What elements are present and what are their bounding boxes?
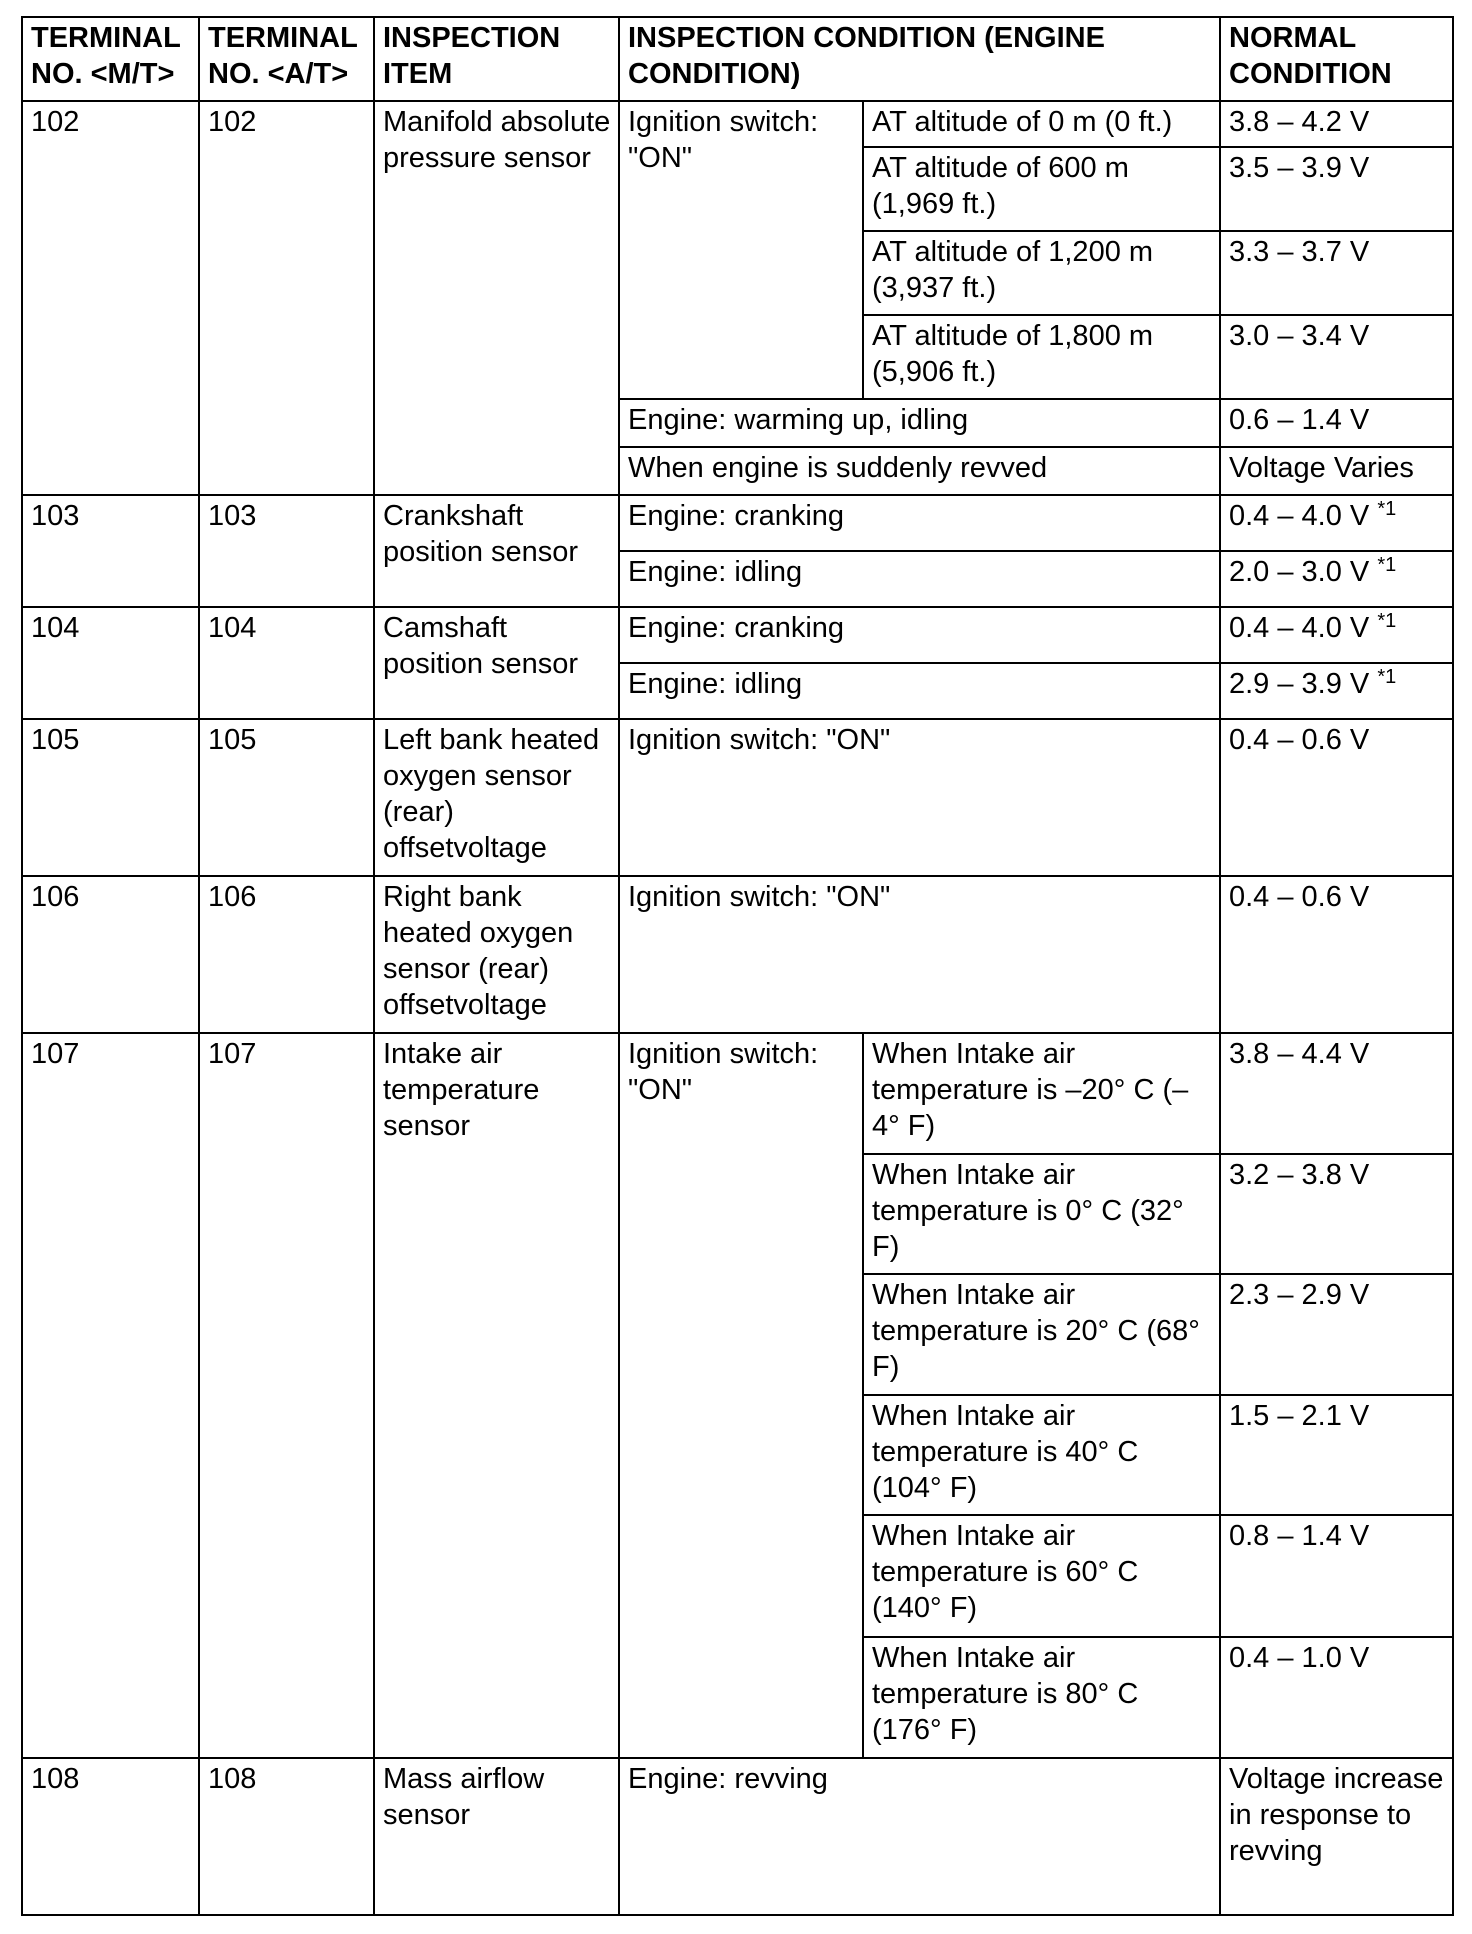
table-row xyxy=(22,607,1453,663)
terminal-at-cell: 105 xyxy=(199,719,374,876)
normal-condition-cell xyxy=(1220,551,1453,607)
normal-condition-cell: 0.8 – 1.4 V xyxy=(1220,1515,1453,1636)
condition-cell: Engine: cranking xyxy=(619,607,1220,663)
header-inspection-condition: INSPECTION CONDITION (ENGINE CONDITION) xyxy=(619,17,1220,101)
inspection-item-cell: Intake air temperature sensor xyxy=(374,1033,619,1758)
condition-cell: Engine: warming up, idling xyxy=(619,399,1220,447)
normal-condition-cell xyxy=(1220,607,1453,663)
condition-cell: Ignition switch: "ON" xyxy=(619,101,863,399)
footnote-mark: *1 xyxy=(1377,609,1397,632)
table-row xyxy=(22,495,1453,550)
inspection-table xyxy=(21,16,1454,1916)
terminal-at-cell: 108 xyxy=(199,1758,374,1915)
normal-condition-cell: 2.3 – 2.9 V xyxy=(1220,1274,1453,1395)
header-normal-condition: NORMAL CONDITION xyxy=(1220,17,1453,101)
terminal-mt-cell: 103 xyxy=(22,495,199,606)
sub-condition-cell: When Intake air temperature is –20° C (–4° F) xyxy=(863,1033,1220,1154)
inspection-item-cell: Left bank heated oxygen sensor (rear) offsetvoltage xyxy=(374,719,619,876)
normal-value: 0.4 – 4.0 V xyxy=(1229,611,1378,644)
terminal-mt-cell: 106 xyxy=(22,876,199,1033)
normal-condition-cell: 3.3 – 3.7 V xyxy=(1220,231,1453,315)
normal-condition-cell: 3.8 – 4.2 V xyxy=(1220,101,1453,147)
header-terminal-mt: TERMINAL NO. <M/T> xyxy=(22,17,199,101)
sub-condition-cell: When Intake air temperature is 80° C (176° F) xyxy=(863,1637,1220,1758)
normal-condition-cell: 0.4 – 0.6 V xyxy=(1220,719,1453,876)
normal-condition-cell: 3.8 – 4.4 V xyxy=(1220,1033,1453,1154)
normal-condition-cell: Voltage Varies xyxy=(1220,447,1453,495)
inspection-item-cell: Manifold absolute pressure sensor xyxy=(374,101,619,495)
table-row xyxy=(22,1758,1453,1915)
sub-condition-cell: AT altitude of 0 m (0 ft.) xyxy=(863,101,1220,147)
normal-condition-cell: 3.2 – 3.8 V xyxy=(1220,1154,1453,1274)
terminal-at-cell: 106 xyxy=(199,876,374,1033)
condition-cell: Engine: idling xyxy=(619,551,1220,607)
footnote-mark: *1 xyxy=(1377,665,1397,688)
terminal-mt-cell: 108 xyxy=(22,1758,199,1915)
terminal-at-cell: 103 xyxy=(199,495,374,606)
sub-condition-cell: When Intake air temperature is 0° C (32° F) xyxy=(863,1154,1220,1274)
normal-condition-cell xyxy=(1220,663,1453,719)
normal-value: 2.9 – 3.9 V xyxy=(1229,667,1378,700)
sub-condition-cell: AT altitude of 600 m (1,969 ft.) xyxy=(863,147,1220,231)
inspection-item-cell: Mass airflow sensor xyxy=(374,1758,619,1915)
normal-condition-cell: 0.4 – 0.6 V xyxy=(1220,876,1453,1033)
normal-condition-cell xyxy=(1220,495,1453,550)
condition-cell: When engine is suddenly revved xyxy=(619,447,1220,495)
terminal-mt-cell: 105 xyxy=(22,719,199,876)
normal-condition-cell: 0.6 – 1.4 V xyxy=(1220,399,1453,447)
header-row xyxy=(22,17,1453,101)
normal-condition-cell: 3.0 – 3.4 V xyxy=(1220,315,1453,399)
table-row xyxy=(22,101,1453,147)
condition-cell: Engine: idling xyxy=(619,663,1220,719)
terminal-at-cell: 102 xyxy=(199,101,374,495)
normal-value: 2.0 – 3.0 V xyxy=(1229,555,1378,588)
condition-cell: Ignition switch: "ON" xyxy=(619,876,1220,1033)
condition-cell: Engine: revving xyxy=(619,1758,1220,1915)
terminal-mt-cell: 104 xyxy=(22,607,199,719)
table-row xyxy=(22,876,1453,1033)
normal-condition-cell: 1.5 – 2.1 V xyxy=(1220,1395,1453,1515)
condition-cell: Engine: cranking xyxy=(619,495,1220,550)
terminal-mt-cell: 102 xyxy=(22,101,199,495)
header-inspection-item: INSPECTION ITEM xyxy=(374,17,619,101)
sub-condition-cell: AT altitude of 1,200 m (3,937 ft.) xyxy=(863,231,1220,315)
condition-cell: Ignition switch: "ON" xyxy=(619,719,1220,876)
sub-condition-cell: When Intake air temperature is 40° C (104° F) xyxy=(863,1395,1220,1515)
inspection-item-cell: Right bank heated oxygen sensor (rear) offsetvoltage xyxy=(374,876,619,1033)
terminal-at-cell: 104 xyxy=(199,607,374,719)
table-row xyxy=(22,1033,1453,1154)
sub-condition-cell: When Intake air temperature is 20° C (68° F) xyxy=(863,1274,1220,1395)
inspection-item-cell: Crankshaft position sensor xyxy=(374,495,619,606)
header-terminal-at: TERMINAL NO. <A/T> xyxy=(199,17,374,101)
normal-value: 0.4 – 4.0 V xyxy=(1229,500,1378,533)
condition-cell: Ignition switch: "ON" xyxy=(619,1033,863,1758)
table-row xyxy=(22,719,1453,876)
normal-condition-cell: 3.5 – 3.9 V xyxy=(1220,147,1453,231)
terminal-mt-cell: 107 xyxy=(22,1033,199,1758)
footnote-mark: *1 xyxy=(1377,498,1397,521)
sub-condition-cell: AT altitude of 1,800 m (5,906 ft.) xyxy=(863,315,1220,399)
normal-condition-cell: 0.4 – 1.0 V xyxy=(1220,1637,1453,1758)
footnote-mark: *1 xyxy=(1377,553,1397,576)
normal-condition-cell: Voltage increase in response to revving xyxy=(1220,1758,1453,1915)
sub-condition-cell: When Intake air temperature is 60° C (140° F) xyxy=(863,1515,1220,1636)
inspection-item-cell: Camshaft position sensor xyxy=(374,607,619,719)
terminal-at-cell: 107 xyxy=(199,1033,374,1758)
